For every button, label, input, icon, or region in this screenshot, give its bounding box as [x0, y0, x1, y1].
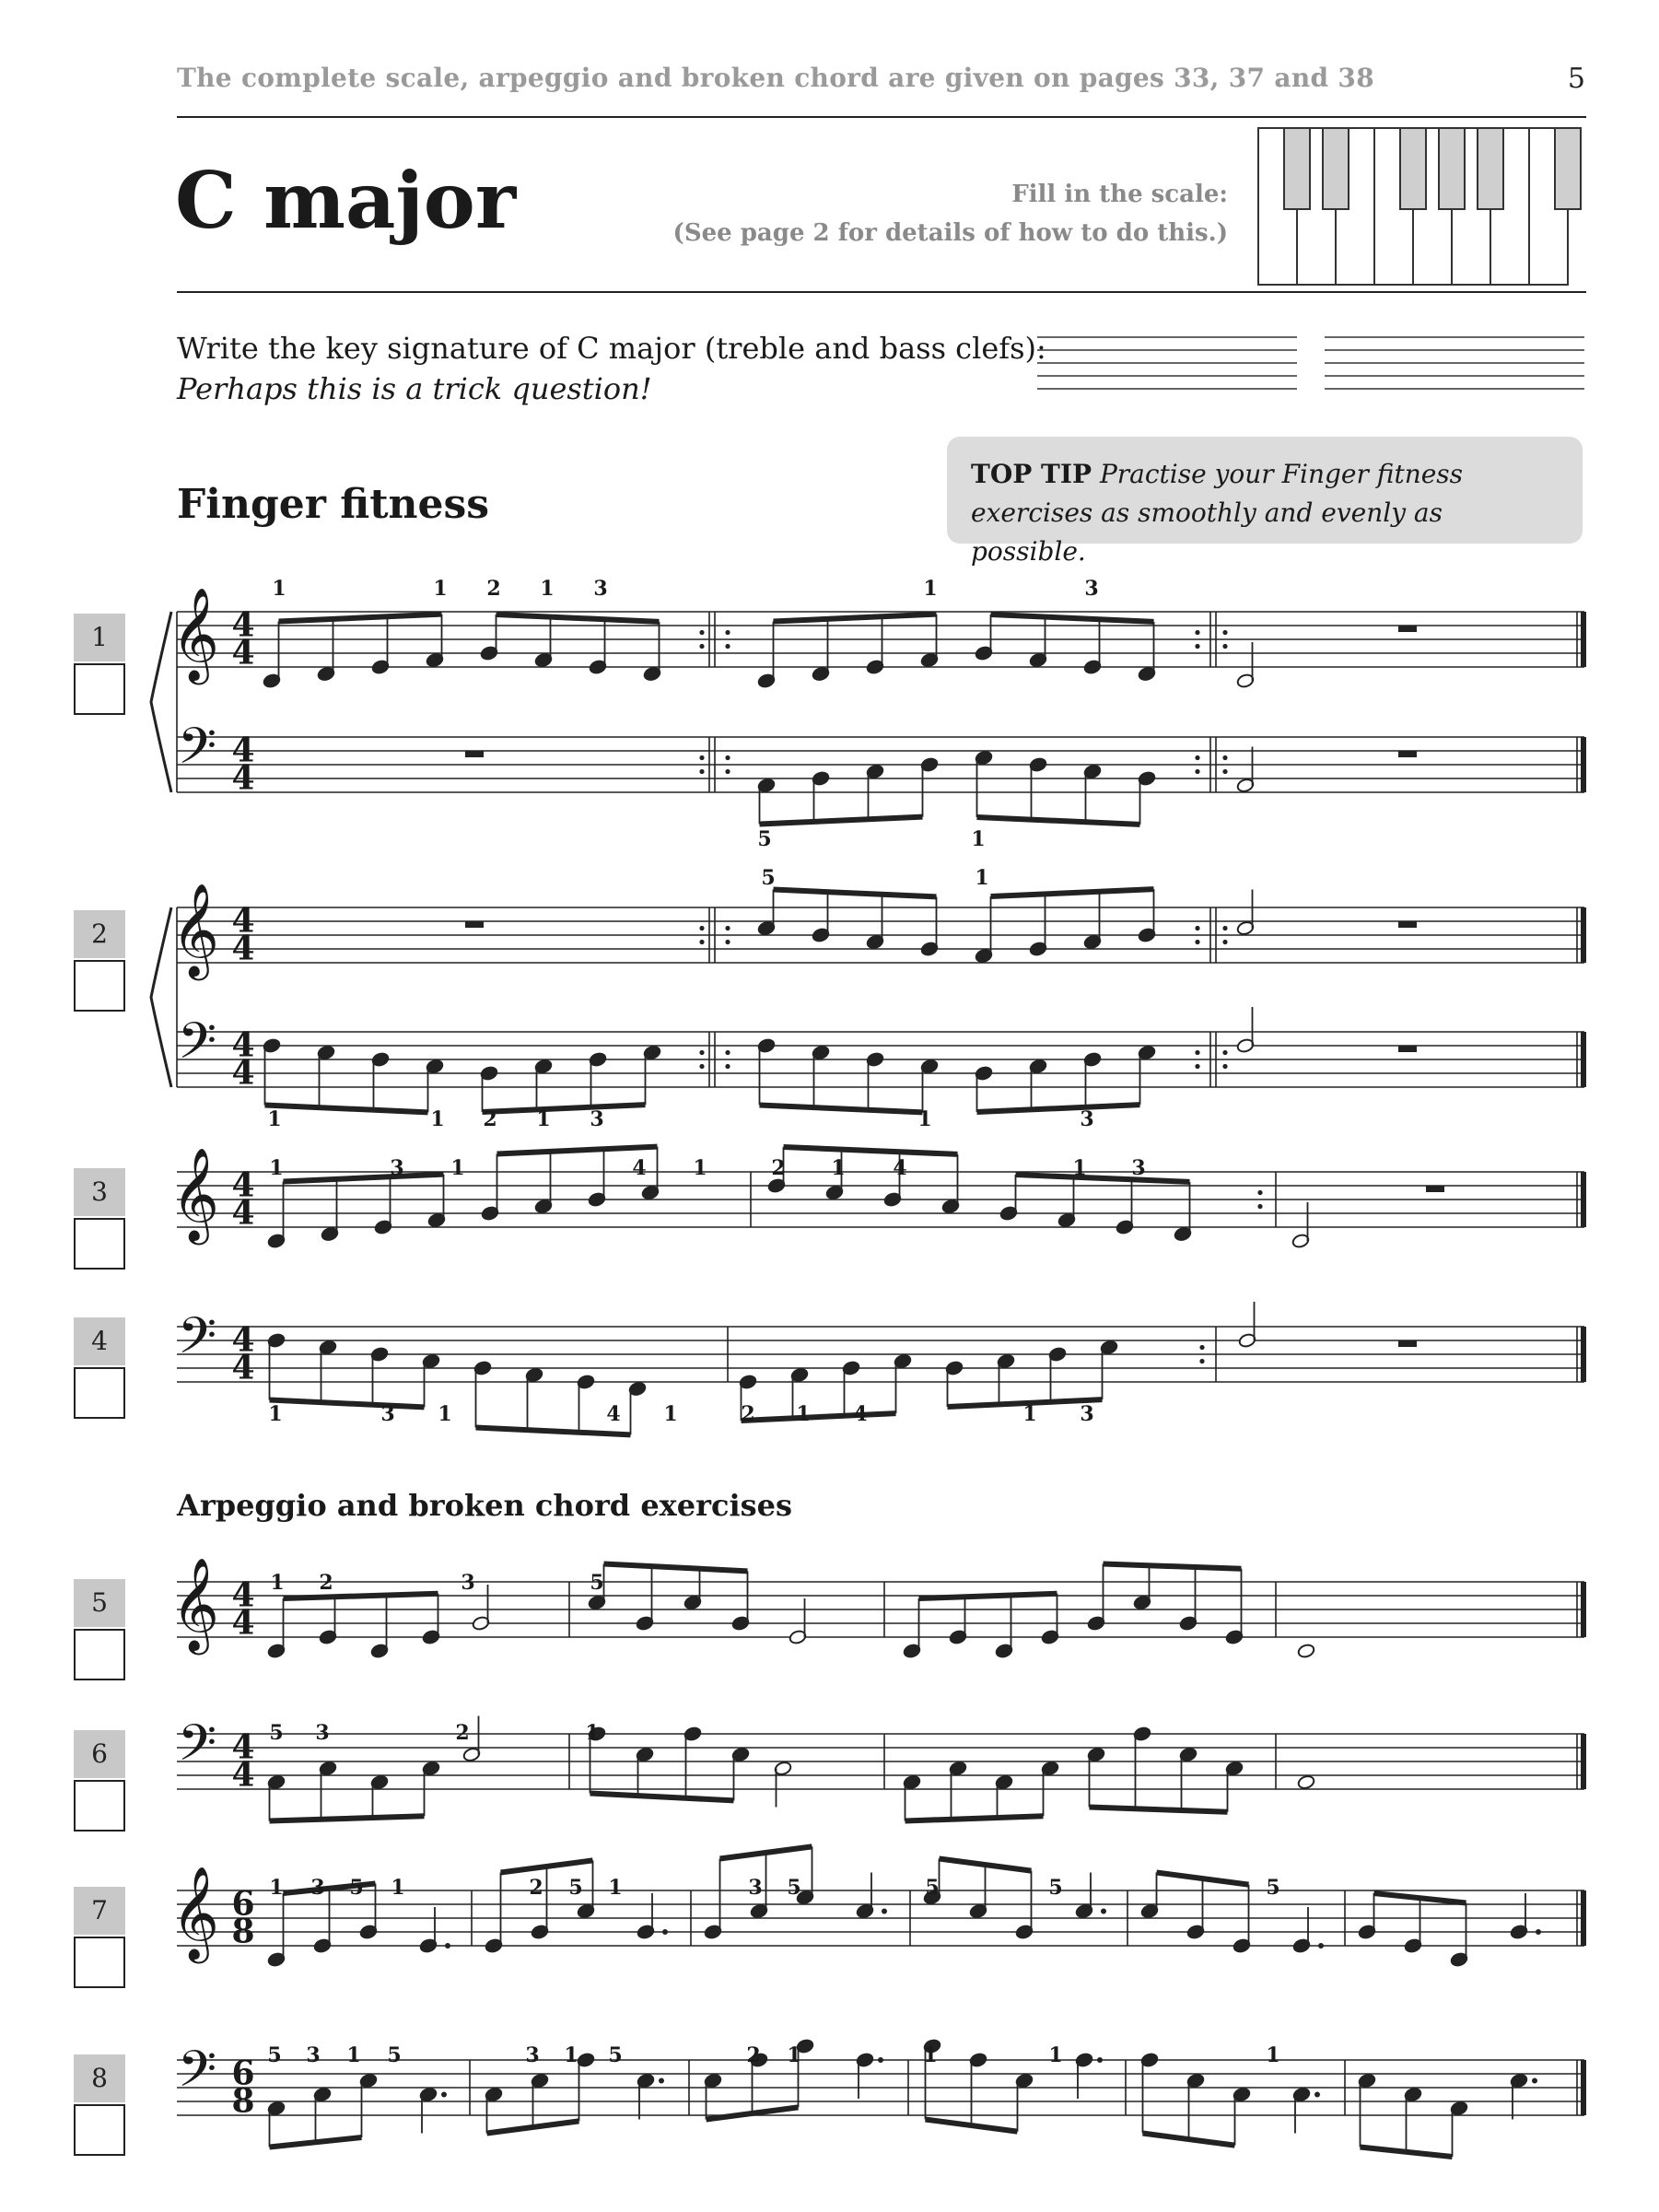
final-barline — [1581, 907, 1586, 963]
repeat-dot — [725, 926, 730, 930]
time-signature-bottom: 4 — [231, 758, 255, 798]
brace-icon — [151, 907, 171, 1087]
dot — [1097, 2057, 1103, 2063]
fingering: 5 — [761, 866, 776, 890]
time-signature-bottom: 4 — [231, 929, 255, 968]
repeat-dot — [1222, 630, 1227, 635]
repeat-dot — [699, 1064, 704, 1069]
fingering: 2 — [771, 1156, 786, 1180]
treble-clef-icon: 𝄞 — [170, 1556, 220, 1651]
exercise-4-number: 4 — [74, 1317, 125, 1365]
beam — [279, 614, 442, 622]
key-signature-note: Perhaps this is a trick question! — [177, 371, 652, 406]
fill-scale-hint: (See page 2 for details of how to do this.) — [672, 219, 1228, 247]
fingering: 3 — [748, 1876, 763, 1900]
dot — [1101, 1909, 1106, 1914]
whole-rest-icon — [1398, 626, 1417, 632]
exercise-6-number: 6 — [74, 1730, 125, 1778]
fingering: 3 — [1131, 1156, 1146, 1180]
time-signature-bottom: 4 — [231, 1755, 255, 1795]
time-signature-bottom: 4 — [231, 1348, 255, 1387]
repeat-dot — [1195, 630, 1199, 635]
repeat-dot — [1199, 1345, 1204, 1350]
beam — [977, 1105, 1140, 1112]
repeat-dot — [1257, 1204, 1262, 1209]
fingering: 2 — [746, 2043, 761, 2067]
repeat-dot — [699, 926, 704, 930]
fingering: 5 — [608, 2043, 623, 2067]
beam — [919, 1594, 1057, 1598]
fingering: 1 — [450, 1156, 465, 1180]
fingering: 5 — [757, 827, 772, 851]
bass-clef-icon: 𝄢 — [177, 1012, 217, 1083]
treble-clef-icon: 𝄞 — [170, 1146, 220, 1241]
beam — [590, 1794, 734, 1801]
fingering: 5 — [387, 2043, 402, 2067]
fingering: 1 — [267, 1107, 282, 1131]
repeat-dot — [699, 769, 704, 774]
dot — [878, 2057, 883, 2063]
beam — [991, 614, 1154, 622]
time-signature-top: 4 — [231, 1320, 255, 1360]
repeat-dot — [1195, 940, 1199, 944]
repeat-dot — [699, 630, 704, 635]
beam — [784, 1147, 958, 1154]
fingering: 3 — [461, 1571, 475, 1595]
fingering: 1 — [971, 827, 986, 851]
header-note: The complete scale, arpeggio and broken chord are given on pages 33, 37 and 38 — [177, 63, 1374, 93]
beam — [742, 1413, 896, 1421]
repeat-dot — [1222, 940, 1227, 944]
fingering: 3 — [315, 1721, 330, 1745]
repeat-dot — [1195, 755, 1199, 760]
dot — [662, 1929, 668, 1935]
treble-clef-icon: 𝄞 — [170, 586, 220, 681]
fingering: 1 — [693, 1156, 707, 1180]
fingering: 3 — [593, 577, 608, 601]
treble-clef-icon: 𝄞 — [170, 882, 220, 977]
fingering: 1 — [272, 577, 286, 601]
repeat-dot — [1222, 769, 1227, 774]
fingering: 3 — [1084, 577, 1099, 601]
time-signature-bottom: 4 — [231, 1603, 255, 1643]
repeat-dot — [1257, 1190, 1262, 1195]
bass-clef-icon: 𝄢 — [177, 1306, 217, 1377]
time-signature-top: 4 — [231, 605, 255, 645]
time-signature-top: 6 — [231, 1884, 255, 1924]
fingering: 3 — [306, 2043, 321, 2067]
fingering: 1 — [346, 2043, 361, 2067]
bass-clef-icon: 𝄢 — [177, 1714, 217, 1785]
beam — [991, 889, 1154, 896]
repeat-dot — [725, 755, 730, 760]
fingering: 1 — [269, 1156, 284, 1180]
fingering: 1 — [270, 1571, 285, 1595]
fingering: 1 — [796, 1402, 811, 1426]
time-signature-bottom: 4 — [231, 633, 255, 673]
time-signature-top: 4 — [231, 731, 255, 770]
exercise-5-number: 5 — [74, 1579, 125, 1627]
fingering: 5 — [590, 1571, 604, 1595]
fingering: 1 — [1022, 1402, 1037, 1426]
fingering: 4 — [632, 1156, 647, 1180]
fingering: 1 — [975, 866, 989, 890]
beam — [497, 1147, 658, 1154]
beam — [265, 1106, 428, 1113]
whole-rest-icon — [1398, 921, 1417, 928]
bass-clef-icon: 𝄢 — [177, 2040, 217, 2111]
finger-fitness-heading: Finger fitness — [177, 481, 490, 528]
repeat-dot — [699, 644, 704, 649]
fingering: 1 — [831, 1156, 846, 1180]
final-barline — [1581, 2060, 1586, 2115]
beam — [483, 1105, 646, 1112]
repeat-dot — [1199, 1359, 1204, 1363]
repeat-dot — [725, 940, 730, 944]
fingering: 1 — [536, 1107, 551, 1131]
fingering: 3 — [310, 1876, 325, 1900]
repeat-dot — [725, 644, 730, 649]
fingering: 4 — [853, 1402, 868, 1426]
beam — [774, 890, 937, 897]
time-signature-top: 4 — [231, 901, 255, 941]
beam — [476, 1428, 631, 1435]
repeat-dot — [1195, 1050, 1199, 1055]
fingering: 5 — [269, 1721, 284, 1745]
dot — [1314, 2092, 1320, 2098]
repeat-dot — [1195, 644, 1199, 649]
repeat-dot — [699, 1050, 704, 1055]
fingering: 1 — [917, 1107, 932, 1131]
note-head — [1297, 1774, 1315, 1790]
whole-rest-icon — [1398, 1046, 1417, 1052]
beam — [1090, 1808, 1228, 1812]
whole-rest-icon — [1398, 1340, 1417, 1347]
beam — [284, 1594, 438, 1598]
note-head — [1297, 1643, 1315, 1658]
dot — [882, 1909, 887, 1914]
exercise-3-number: 3 — [74, 1168, 125, 1216]
fingering: 5 — [925, 1876, 940, 1900]
fingering: 5 — [349, 1876, 364, 1900]
time-signature-bottom: 4 — [231, 1053, 255, 1093]
time-signature-bottom: 8 — [231, 2081, 255, 2121]
repeat-dot — [699, 940, 704, 944]
repeat-dot — [1222, 926, 1227, 930]
dot — [441, 2092, 447, 2098]
fingering: 1 — [391, 1876, 405, 1900]
dot — [445, 1943, 450, 1949]
exercise-2-number: 2 — [74, 910, 125, 958]
fingering: 5 — [1266, 1876, 1280, 1900]
fingering: 2 — [483, 1107, 497, 1131]
repeat-dot — [725, 630, 730, 635]
time-signature-top: 4 — [231, 1025, 255, 1065]
fingering: 1 — [540, 577, 555, 601]
page-number: 5 — [1567, 63, 1585, 95]
exercise-7-number: 7 — [74, 1887, 125, 1935]
fingering: 1 — [433, 577, 448, 601]
beam — [604, 1564, 748, 1572]
repeat-dot — [699, 755, 704, 760]
fingering: 1 — [1072, 1156, 1087, 1180]
dot — [1532, 2078, 1537, 2084]
whole-rest-icon — [465, 921, 484, 928]
time-signature-top: 6 — [231, 2054, 255, 2093]
final-barline — [1581, 1890, 1586, 1946]
final-barline — [1581, 1582, 1586, 1637]
final-barline — [1581, 1734, 1586, 1789]
fingering: 4 — [606, 1402, 621, 1426]
beam — [270, 1816, 425, 1820]
bass-clef-icon: 𝄢 — [177, 717, 217, 788]
fingering: 5 — [568, 1876, 583, 1900]
beam — [284, 1175, 444, 1182]
fingering: 2 — [529, 1876, 543, 1900]
fingering: 1 — [608, 1876, 623, 1900]
beam — [1104, 1564, 1242, 1569]
fingering: 3 — [590, 1107, 604, 1131]
fingering: 1 — [663, 1402, 678, 1426]
whole-rest-icon — [1426, 1186, 1444, 1192]
dot — [1536, 1929, 1541, 1935]
fingering: 1 — [1048, 2043, 1063, 2067]
beam — [905, 1816, 1044, 1820]
whole-rest-icon — [1398, 751, 1417, 757]
final-barline — [1581, 1327, 1586, 1382]
fingering: 5 — [1048, 1876, 1063, 1900]
fingering: 2 — [741, 1402, 755, 1426]
fingering: 5 — [787, 1876, 801, 1900]
fingering: 1 — [923, 577, 938, 601]
fingering: 2 — [455, 1721, 470, 1745]
fingering: 5 — [267, 2043, 282, 2067]
exercise-8-number: 8 — [74, 2054, 125, 2102]
repeat-dot — [1195, 1064, 1199, 1069]
brace-icon — [151, 612, 171, 792]
fingering: 1 — [1266, 2043, 1280, 2067]
fingering: 1 — [564, 2043, 578, 2067]
fingering: 1 — [787, 2043, 801, 2067]
exercise-1-number: 1 — [74, 614, 125, 661]
repeat-dot — [725, 1064, 730, 1069]
beam — [497, 614, 660, 622]
fingering: 1 — [269, 1876, 284, 1900]
repeat-dot — [1222, 1050, 1227, 1055]
fingering: 4 — [893, 1156, 907, 1180]
arpeggio-heading: Arpeggio and broken chord exercises — [177, 1488, 792, 1523]
repeat-dot — [725, 1050, 730, 1055]
final-barline — [1581, 1032, 1586, 1087]
fingering: 3 — [390, 1156, 404, 1180]
fingering: 1 — [923, 2043, 938, 2067]
page-title: C major — [175, 155, 517, 246]
repeat-dot — [1222, 644, 1227, 649]
fingering: 1 — [430, 1107, 445, 1131]
repeat-dot — [725, 769, 730, 774]
beam — [774, 614, 937, 622]
fingering: 3 — [1080, 1402, 1094, 1426]
fingering: 3 — [525, 2043, 540, 2067]
top-tip-text: Practise your Finger fitness exercises as smoothly and evenly as possible. — [971, 459, 1464, 567]
repeat-dot — [1222, 1064, 1227, 1069]
fingering: 1 — [438, 1402, 452, 1426]
time-signature-top: 4 — [231, 1165, 255, 1205]
fingering: 2 — [486, 577, 501, 601]
time-signature-top: 4 — [231, 1575, 255, 1615]
final-barline — [1581, 737, 1586, 792]
repeat-dot — [1195, 769, 1199, 774]
fingering: 3 — [1080, 1107, 1094, 1131]
repeat-dot — [1222, 755, 1227, 760]
dot — [1318, 1943, 1324, 1949]
final-barline — [1581, 612, 1586, 667]
beam — [760, 1106, 923, 1113]
beam — [1016, 1175, 1190, 1182]
fingering: 1 — [268, 1402, 283, 1426]
key-signature-prompt: Write the key signature of C major (treble and bass clefs): — [177, 331, 1046, 366]
time-signature-bottom: 4 — [231, 1193, 255, 1233]
treble-clef-icon: 𝄞 — [170, 1865, 220, 1960]
beam — [977, 817, 1140, 825]
dot — [659, 2078, 664, 2084]
final-barline — [1581, 1172, 1586, 1227]
whole-rest-icon — [465, 751, 484, 757]
fingering: 1 — [585, 1721, 600, 1745]
time-signature-bottom: 8 — [231, 1912, 255, 1951]
fill-scale-label: Fill in the scale: — [1011, 181, 1228, 208]
time-signature-top: 4 — [231, 1727, 255, 1767]
beam — [760, 817, 923, 825]
repeat-dot — [1195, 926, 1199, 930]
fingering: 3 — [380, 1402, 395, 1426]
top-tip-label: TOP TIP — [971, 459, 1092, 489]
fingering: 2 — [319, 1571, 333, 1595]
beam — [270, 1400, 425, 1408]
